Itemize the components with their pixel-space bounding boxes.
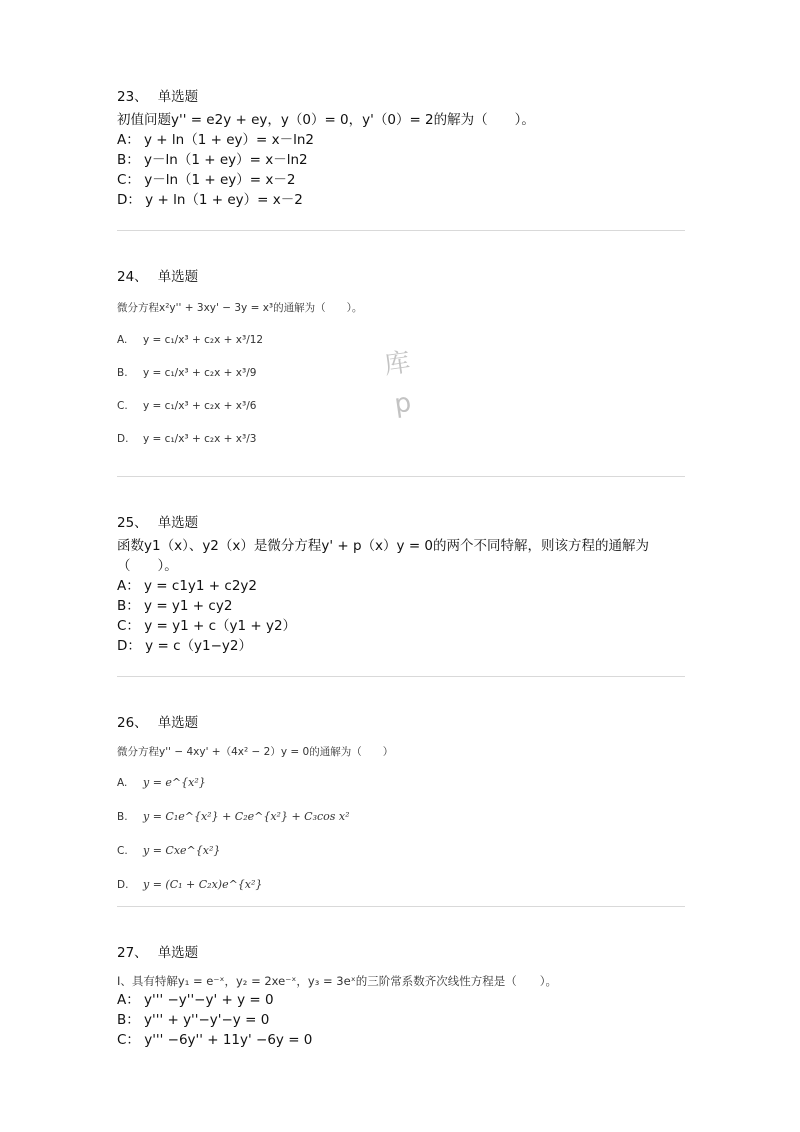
option-a[interactable] — [117, 766, 687, 800]
option-label: C. — [117, 400, 128, 412]
option-label: B. — [117, 367, 128, 379]
divider — [117, 906, 685, 907]
option-b[interactable]: B： y''' + y''−y'−y = 0 — [117, 1012, 270, 1028]
option-b[interactable]: B： y－ln（1 + ey）= x－ln2 — [117, 152, 308, 168]
option-label: B. — [117, 811, 128, 823]
question-header — [117, 514, 687, 532]
option-formula: y = Cxe^{x²} — [143, 844, 221, 857]
question-type: 单选题 — [157, 715, 199, 731]
option-a[interactable]: A： y = c1y1 + c2y2 — [117, 578, 257, 594]
option-text: y = c₁/x³ + c₂x + x³/6 — [143, 400, 257, 412]
question-number: 26、 — [117, 715, 148, 731]
option-formula: y = (C₁ + C₂x)e^{x²} — [143, 878, 263, 891]
divider — [117, 230, 685, 231]
option-label: D. — [117, 879, 129, 891]
option-label: C. — [117, 845, 128, 857]
divider — [117, 676, 685, 677]
question-header — [117, 944, 687, 962]
option-d[interactable] — [117, 868, 687, 902]
divider — [117, 476, 685, 477]
question-stem: 初值问题y'' = e2y + ey，y（0）= 0，y'（0）= 2的解为（ ）。 — [117, 112, 535, 128]
option-text: y = c₁/x³ + c₂x + x³/9 — [143, 367, 257, 379]
option-d[interactable] — [117, 423, 687, 456]
question-stem: I、具有特解y₁ = e⁻ˣ，y₂ = 2xe⁻ˣ，y₃ = 3eˣ的三阶常系数齐次线性方程是（ ）。 — [117, 974, 557, 988]
option-text: y = c₁/x³ + c₂x + x³/12 — [143, 334, 264, 346]
option-c[interactable]: C： y－ln（1 + ey）= x－2 — [117, 172, 296, 188]
option-b[interactable]: B： y = y1 + cy2 — [117, 598, 233, 614]
question-type: 单选题 — [157, 515, 199, 531]
option-c[interactable] — [117, 834, 687, 868]
question-stem: 微分方程y'' − 4xy' +（4x² − 2）y = 0的通解为（ ） — [117, 746, 394, 758]
question-type: 单选题 — [157, 89, 199, 105]
option-formula: y = C₁e^{x²} + C₂e^{x²} + C₃cos x² — [143, 810, 350, 823]
question-stem: 函数y1（x）、y2（x）是微分方程y' + p（x）y = 0的两个不同特解，则该方程的通解为（ ）。 — [117, 538, 650, 574]
option-c[interactable]: C： y''' −6y'' + 11y' −6y = 0 — [117, 1032, 313, 1048]
option-label: A. — [117, 777, 128, 789]
question-type: 单选题 — [157, 269, 199, 285]
question-25 — [117, 514, 687, 656]
question-header — [117, 268, 687, 286]
option-label: D. — [117, 433, 129, 445]
watermark-line: 库 — [382, 347, 413, 381]
option-a[interactable]: A： y + ln（1 + ey）= x－ln2 — [117, 132, 314, 148]
question-number: 25、 — [117, 515, 148, 531]
option-formula: y = e^{x²} — [143, 776, 206, 789]
option-text: y = c₁/x³ + c₂x + x³/3 — [143, 433, 257, 445]
option-d[interactable]: D： y = c（y1−y2） — [117, 638, 252, 654]
question-header — [117, 88, 687, 106]
option-d[interactable]: D： y + ln（1 + ey）= x－2 — [117, 192, 303, 208]
question-number: 24、 — [117, 269, 148, 285]
question-26 — [117, 714, 687, 902]
question-header — [117, 714, 687, 732]
question-number: 23、 — [117, 89, 148, 105]
question-type: 单选题 — [157, 945, 199, 961]
question-23 — [117, 88, 687, 210]
option-b[interactable] — [117, 800, 687, 834]
watermark-line: p — [392, 387, 414, 420]
option-label: A. — [117, 334, 128, 346]
question-stem: 微分方程x²y'' + 3xy' − 3y = x³的通解为（ ）。 — [117, 302, 363, 314]
option-a[interactable]: A： y''' −y''−y' + y = 0 — [117, 992, 274, 1008]
question-27 — [117, 944, 687, 1050]
question-number: 27、 — [117, 945, 148, 961]
option-c[interactable]: C： y = y1 + c（y1 + y2） — [117, 618, 297, 634]
